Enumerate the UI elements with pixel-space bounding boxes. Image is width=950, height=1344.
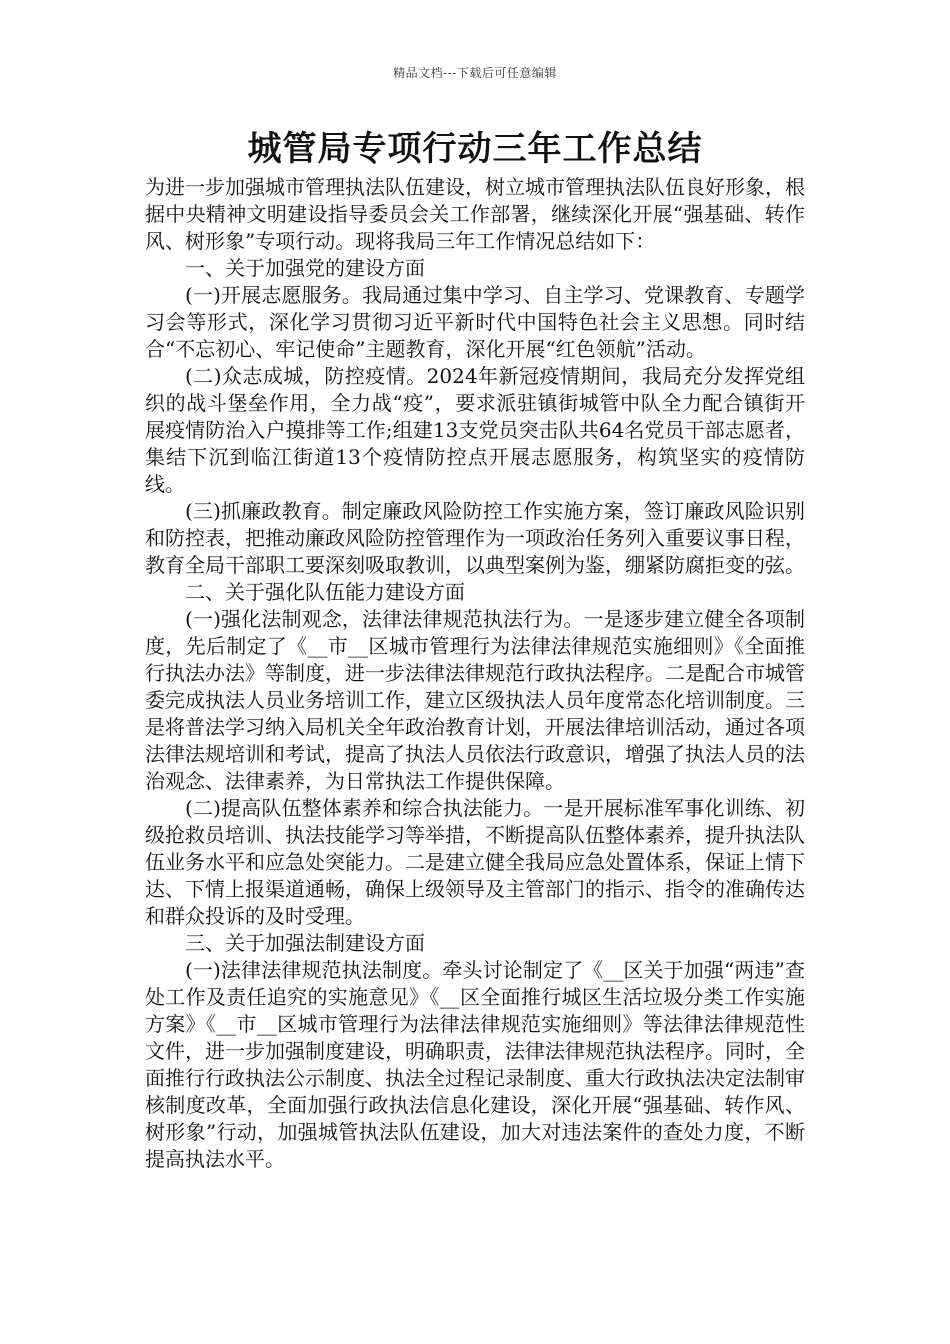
- section-heading-legal-system: 三、关于加强法制建设方面: [185, 931, 425, 955]
- document-body: [145, 174, 805, 1173]
- paragraph-team-quality: (二)提高队伍整体素养和综合执法能力。一是开展标准军事化训练、初级抢救员培训、执法技能学习等举措，不断提高队伍整体素养，提升执法队伍业务水平和应急处突能力。二是建立健全我局应急处置体系，保证上情下达、下情上报渠道通畅，确保上级领导及主管部门的指示、指令的准确传达和群众投诉的及时受理。: [145, 796, 805, 928]
- paragraph-epidemic-control: (二)众志成城，防控疫情。2024年新冠疫情期间，我局充分发挥党组织的战斗堡垒作用，全力战“疫”，要求派驻镇街城管中队全力配合镇街开展疫情防治入户摸排等工作;组建13支党员突击队共64名党员干部志愿者，集结下沉到临江街道13个疫情防控点开展志愿服务，构筑坚实的疫情防线。: [145, 364, 805, 496]
- paragraph-enforcement-system: (一)法律法律规范执法制度。牵头讨论制定了《__区关于加强“两违”查处工作及责任追究的实施意见》《__区全面推行城区生活垃圾分类工作实施方案》《__市__区城市管理行为法律法律规范实施细则》等法律法律规范性文件，进一步加强制度建设，明确职责，法律法律规范执法程序。同时，全面推行行政执法公示制度、执法全过程记录制度、重大行政执法决定法制审核制度改革，全面加强行政执法信息化建设，深化开展“强基础、转作风、树形象”行动，加强城管执法队伍建设，加大对违法案件的查处力度，不断提高执法水平。: [145, 958, 805, 1171]
- paragraph-integrity-education: (三)抓廉政教育。制定廉政风险防控工作实施方案，签订廉政风险识别和防控表，把推动廉政风险防控管理作为一项政治任务列入重要议事日程，教育全局干部职工要深刻吸取教训，以典型案例为鉴，绷紧防腐拒变的弦。: [145, 499, 805, 577]
- section-heading-team-capacity: 二、关于强化队伍能力建设方面: [185, 580, 465, 604]
- section-heading-party-building: 一、关于加强党的建设方面: [185, 256, 425, 280]
- paragraph-volunteer-service: (一)开展志愿服务。我局通过集中学习、自主学习、党课教育、专题学习会等形式，深化学习贯彻习近平新时代中国特色社会主义思想。同时结合“不忘初心、牢记使命”主题教育，深化开展“红色领航”活动。: [145, 283, 805, 361]
- paragraph-legal-awareness: (一)强化法制观念，法律法律规范执法行为。一是逐步建立健全各项制度，先后制定了《__市__区城市管理行为法律法律规范实施细则》《全面推行执法办法》等制度，进一步法律法律规范行政执法程序。二是配合市城管委完成执法人员业务培训工作，建立区级执法人员年度常态化培训制度。三是将普法学习纳入局机关全年政治教育计划，开展法律培训活动，通过各项法律法规培训和考试，提高了执法人员依法行政意识，增强了执法人员的法治观念、法律素养，为日常执法工作提供保障。: [145, 607, 805, 793]
- document-title: 城管局专项行动三年工作总结: [247, 129, 703, 169]
- intro-paragraph: 为进一步加强城市管理执法队伍建设，树立城市管理执法队伍良好形象，根据中央精神文明建设指导委员会关工作部署，继续深化开展“强基础、转作风、树形象”专项行动。现将我局三年工作情况总结如下：: [145, 175, 805, 253]
- header-note: 精品文档---下载后可任意编辑: [393, 66, 557, 80]
